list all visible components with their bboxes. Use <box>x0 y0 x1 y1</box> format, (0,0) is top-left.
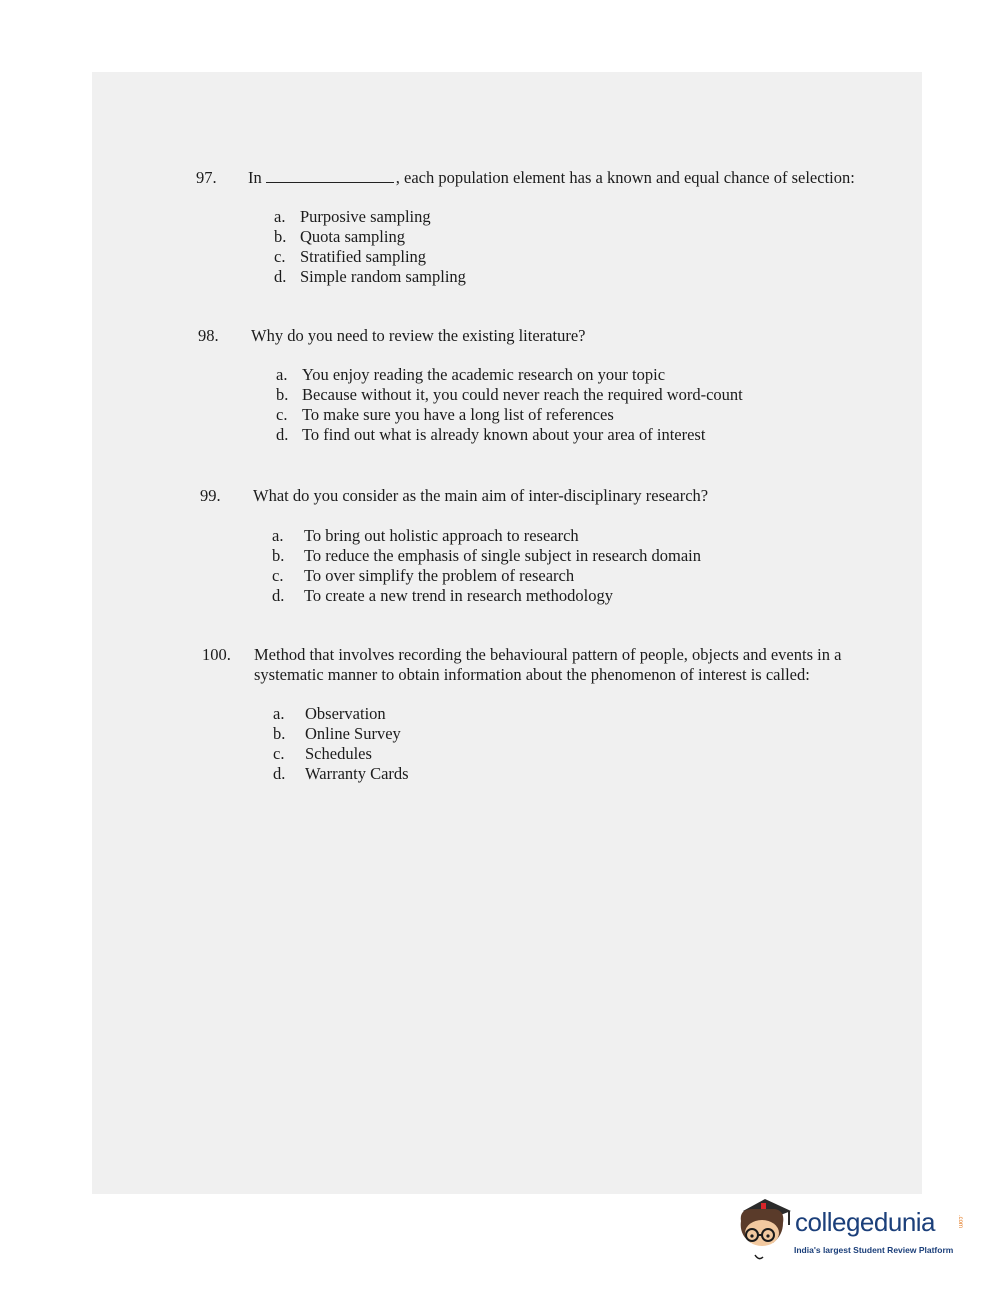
question-text: Why do you need to review the existing literature? <box>251 326 586 345</box>
option: c. To over simplify the problem of research <box>272 566 575 585</box>
option: a. You enjoy reading the academic research on your topic <box>276 365 666 384</box>
question-text: Method that involves recording the behavioural pattern of people, objects and events in a systematic manner to obtain information about the phenomenon of interest is called: <box>254 645 842 684</box>
logo-domain-suffix: .com <box>957 1215 963 1229</box>
option: c. Schedules <box>273 744 372 763</box>
question-text: What do you consider as the main aim of inter-disciplinary research? <box>253 486 709 505</box>
option: b. Because without it, you could never reach the required word-count <box>276 385 743 404</box>
question-number: 100. <box>202 645 231 664</box>
option: a. Observation <box>273 704 386 723</box>
question-99 <box>200 486 900 611</box>
fill-in-blank <box>266 168 394 183</box>
option: c. To make sure you have a long list of references <box>276 405 614 424</box>
options-list <box>273 704 409 784</box>
option: b. Quota sampling <box>274 227 405 246</box>
options-list <box>274 207 466 287</box>
question-text: In , each population element has a known and equal chance of selection: <box>248 168 855 187</box>
question-number: 98. <box>198 326 219 345</box>
option: b. To reduce the emphasis of single subject in research domain <box>272 546 702 565</box>
collegedunia-logo[interactable] <box>735 1195 970 1270</box>
option: b. Online Survey <box>273 724 401 743</box>
options-list <box>272 526 701 606</box>
question-number: 97. <box>196 168 217 187</box>
question-number: 99. <box>200 486 221 505</box>
logo-tagline: India's largest Student Review Platform <box>794 1245 954 1255</box>
option: d. To find out what is already known about your area of interest <box>276 425 706 444</box>
option: d. Simple random sampling <box>274 267 466 286</box>
option: c. Stratified sampling <box>274 247 427 266</box>
options-list <box>276 365 743 445</box>
logo-wordmark: collegedunia <box>795 1207 936 1237</box>
option: a. Purposive sampling <box>274 207 431 226</box>
question-97 <box>196 168 896 293</box>
mascot-icon <box>735 1195 795 1267</box>
question-100 <box>202 645 902 790</box>
option: d. To create a new trend in research methodology <box>272 586 614 605</box>
option: d. Warranty Cards <box>273 764 409 783</box>
question-98 <box>198 326 898 451</box>
option: a. To bring out holistic approach to research <box>272 526 579 545</box>
